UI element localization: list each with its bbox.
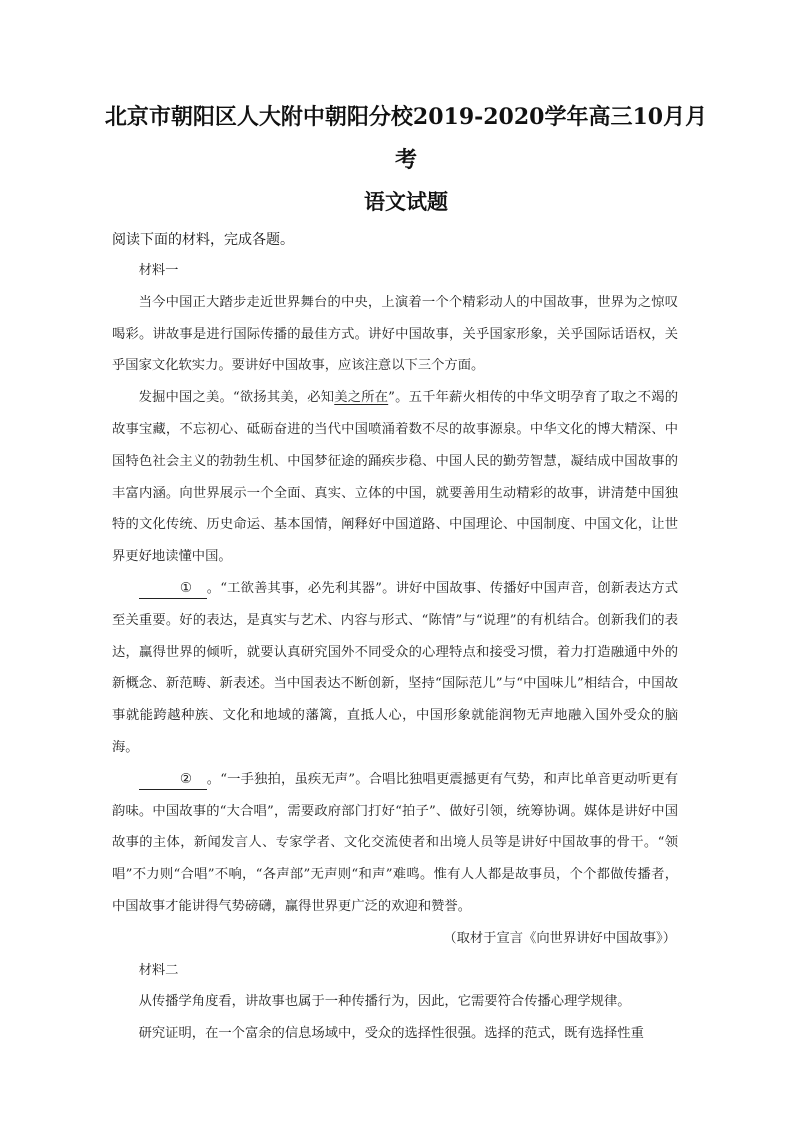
document-subtitle: 语文试题: [364, 189, 448, 214]
material1-label: 材料一: [138, 263, 179, 278]
material1-paragraph-1: 当今中国正大踏步走近世界舞台的中央，上演着一个个精彩动人的中国故事，世界为之惊叹喝彩。讲故事是进行国际传播的最佳方式。讲好中国故事，关乎国家形象，关乎国际话语权，关乎国家文化软实力。要讲好中国故事，应该注意以下三个方面。: [112, 294, 678, 374]
paragraph-text: ”。五千年薪火相传的中华文明孕育了取之不竭的故事宝藏，不忘初心、砥砺奋进的当代中国喷涌着数不尽的故事源泉。中华文化的博大精深、中国特色社会主义的勃勃生机、中国梦征途的踊疾步稳、中国人民的勤劳智慧，凝结成中国故事的丰富内涵。向世界展示一个全面、真实、立体的中国，就要善用生动精彩的故事，讲清楚中国独特的文化传统、历史命运、基本国情，阐释好中国道路、中国理论、中国制度、中国文化，让世界更好地读懂中国。: [112, 390, 678, 565]
document-title-line1: 北京市朝阳区人大附中朝阳分校2019-2020学年高三10月月: [104, 104, 708, 130]
passage-body: [112, 255, 678, 1050]
material2-label: 材料二: [138, 962, 179, 978]
material1-paragraph-3: [112, 573, 678, 764]
material1-paragraph-2: [112, 382, 678, 573]
answer-blank-1: ①: [139, 580, 207, 599]
material2-paragraph-1: 从传播学角度看，讲故事也属于一种传播行为，因此，它需要符合传播心理学规律。: [138, 994, 631, 1010]
paragraph-text: 。“一手独拍，虽疾无声”。合唱比独唱更震撼更有气势，和声比单音更动听更有韵味。中国故事的“大合唱”，需要政府部门打好“拍子”、做好引领，统筹协调。媒体是讲好中国故事的主体，新闻发言人、专家学者、文化交流使者和出境人员等是讲好中国故事的骨干。“领唱”不力则“合唱”不响，“各声部”无声则“和声”难鸣。惟有人人都是故事员，个个都做传播者，中国故事才能讲得气势磅礴，赢得世界更广泛的欢迎和赞誉。: [112, 771, 678, 914]
document-title-line2: 考: [394, 147, 417, 173]
paragraph-text: 。“工欲善其事，必先利其器”。讲好中国故事、传播好中国声音，创新表达方式至关重要。好的表达，是真实与艺术、内容与形式、“陈情”与“说理”的有机结合。创新我们的表达，赢得世界的倾听，就要认真研究国外不同受众的心理特点和接受习惯，着力打造融通中外的新概念、新范畴、新表述。当中国表达不断创新，坚持“国际范儿”与“中国味儿”相结合，中国故事就能跨越种族、文化和地域的藩篱，直抵人心，中国形象就能润物无声地融入国外受众的脑海。: [112, 580, 678, 755]
material2-paragraph-2: 研究证明，在一个富余的信息场域中，受众的选择性很强。选择的范式，既有选择性重: [138, 1026, 644, 1042]
underlined-phrase: 美之所在: [334, 390, 389, 406]
material1-paragraph-4: [112, 764, 678, 923]
instruction-text: 阅读下面的材料，完成各题。: [112, 232, 294, 248]
paragraph-text: 发掘中国之美。“欲扬其美，必知: [138, 390, 335, 406]
material1-source: （取材于宣言《向世界讲好中国故事》）: [443, 930, 676, 946]
answer-blank-2: ②: [139, 771, 207, 790]
